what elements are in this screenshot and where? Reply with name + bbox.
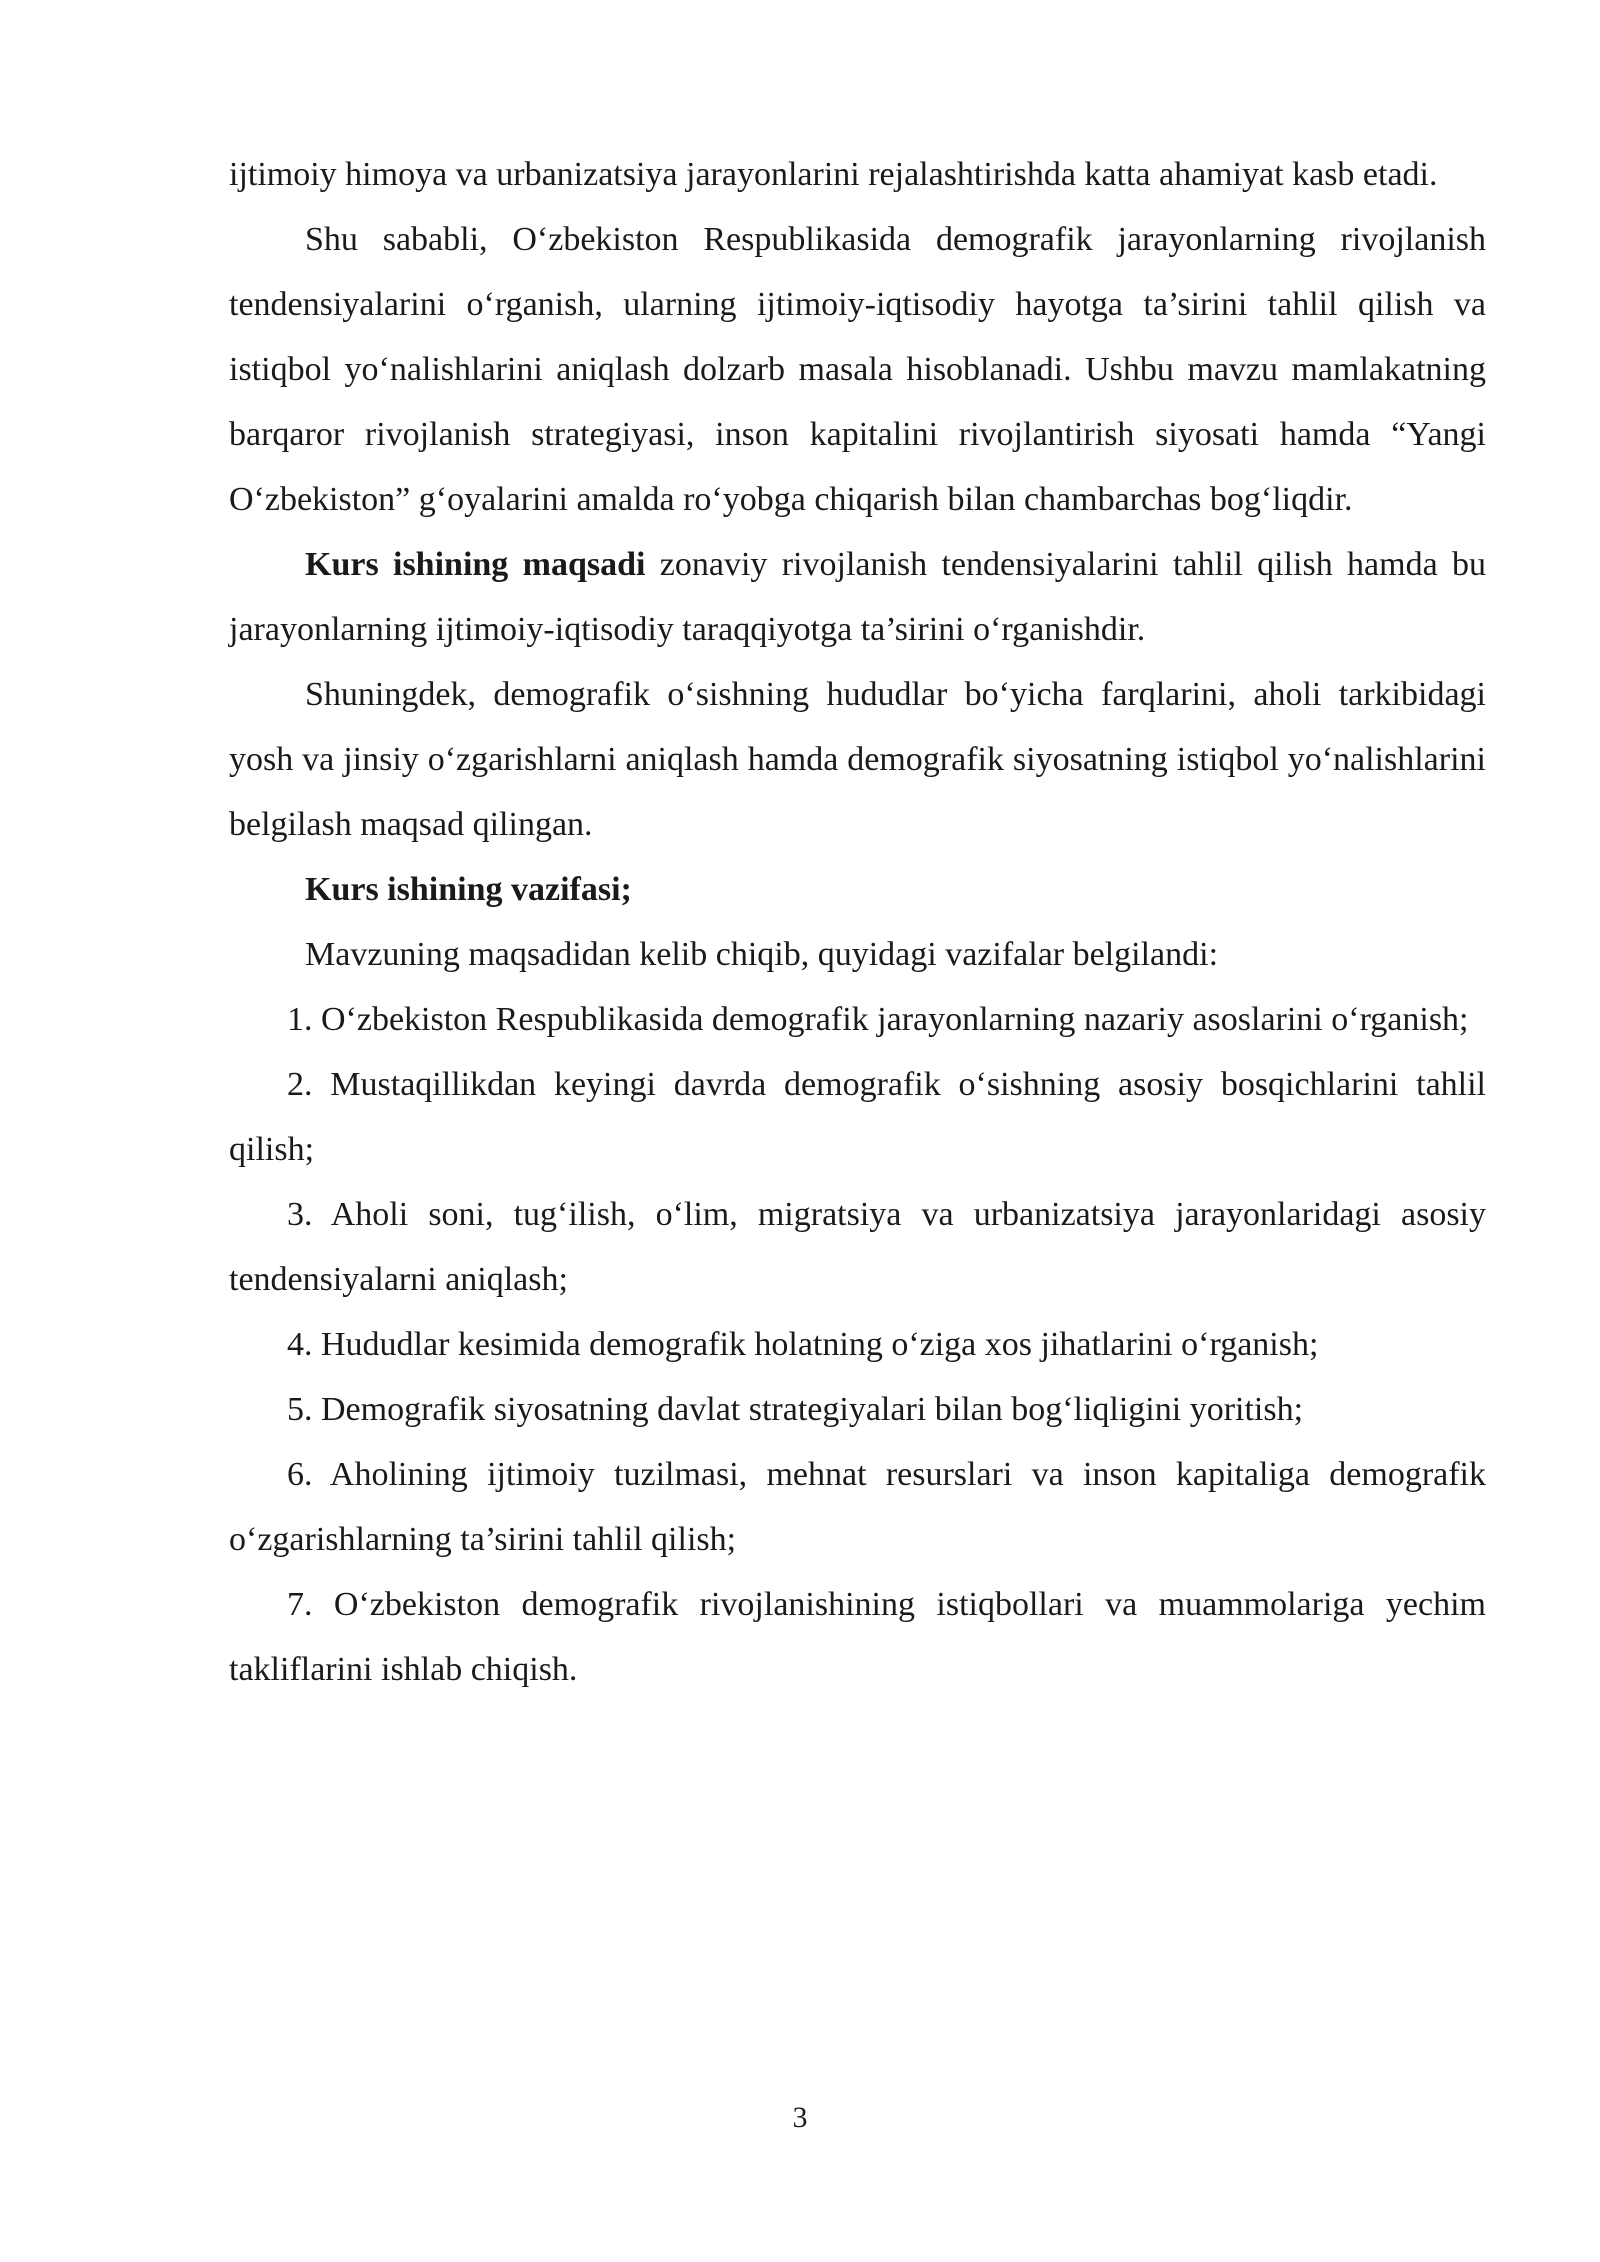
list-item	[229, 1182, 1486, 1312]
list-item-number: 1.	[287, 1001, 313, 1038]
goal-text: zonaviy rivojlanish tendensiyalarini tahlil qilish hamda bu jarayonlarning ijtimoiy-iqtisodiy taraqqiyotga ta’sirini o‘rganishdir.	[229, 546, 1487, 648]
page-number: 3	[792, 2101, 808, 2134]
tasks-intro: Mavzuning maqsadidan kelib chiqib, quyidagi vazifalar belgilandi:	[305, 936, 1219, 973]
list-item	[229, 1052, 1486, 1182]
list-item-text: Aholi soni, tug‘ilish, o‘lim, migratsiya va urbanizatsiya jarayonlaridagi asosiy tendensiyalarni aniqlash;	[229, 1196, 1486, 1298]
page-body	[229, 142, 1486, 1702]
paragraph-continuation: ijtimoiy himoya va urbanizatsiya jarayonlarini rejalashtirishda katta ahamiyat kasb etadi.	[229, 156, 1438, 193]
list-item-text: Aholining ijtimoiy tuzilmasi, mehnat resurslari va inson kapitaliga demografik o‘zgarishlarning ta’sirini tahlil qilish;	[229, 1456, 1486, 1558]
list-item-number: 2.	[287, 1066, 313, 1103]
paragraph-goal	[229, 532, 1486, 662]
list-item-number: 6.	[287, 1456, 313, 1493]
goal-heading: Kurs ishining maqsadi	[305, 546, 646, 583]
list-item	[229, 1377, 1486, 1442]
list-item-number: 7.	[287, 1586, 313, 1623]
list-item-number: 4.	[287, 1326, 313, 1363]
paragraph-goal-details: Shuningdek, demografik o‘sishning hududlar bo‘yicha farqlarini, aholi tarkibidagi yosh va jinsiy o‘zgarishlarni aniqlash hamda demografik siyosatning istiqbol yo‘nalishlarini belgilash maqsad qilingan.	[229, 676, 1486, 843]
list-item-text: Hududlar kesimida demografik holatning o‘ziga xos jihatlarini o‘rganish;	[321, 1326, 1319, 1363]
list-item	[229, 987, 1486, 1052]
tasks-heading: Kurs ishining vazifasi;	[305, 871, 632, 908]
list-item-text: O‘zbekiston Respublikasida demografik jarayonlarning nazariy asoslarini o‘rganish;	[321, 1001, 1469, 1038]
list-item-text: Demografik siyosatning davlat strategiyalari bilan bog‘liqligini yoritish;	[321, 1391, 1304, 1428]
paragraph-relevance: Shu sababli, O‘zbekiston Respublikasida demografik jarayonlarning rivojlanish tendensiyalarini o‘rganish, ularning ijtimoiy-iqtisodiy hayotga ta’sirini tahlil qilish va istiqbol yo‘nalishlarini aniqlash dolzarb masala hisoblanadi. Ushbu mavzu mamlakatning barqaror rivojlanish strategiyasi, inson kapitalini rivojlantirish siyosati hamda “Yangi O‘zbekiston” g‘oyalarini amalda ro‘yobga chiqarish bilan chambarchas bog‘liqdir.	[229, 221, 1486, 518]
list-item-number: 3.	[287, 1196, 313, 1233]
list-item-text: Mustaqillikdan keyingi davrda demografik o‘sishning asosiy bosqichlarini tahlil qilish;	[229, 1066, 1487, 1168]
list-item	[229, 1442, 1486, 1572]
list-item-text: O‘zbekiston demografik rivojlanishining istiqbollari va muammolariga yechim takliflarini ishlab chiqish.	[229, 1586, 1486, 1688]
list-item	[229, 1572, 1486, 1702]
list-item	[229, 1312, 1486, 1377]
list-item-number: 5.	[287, 1391, 313, 1428]
